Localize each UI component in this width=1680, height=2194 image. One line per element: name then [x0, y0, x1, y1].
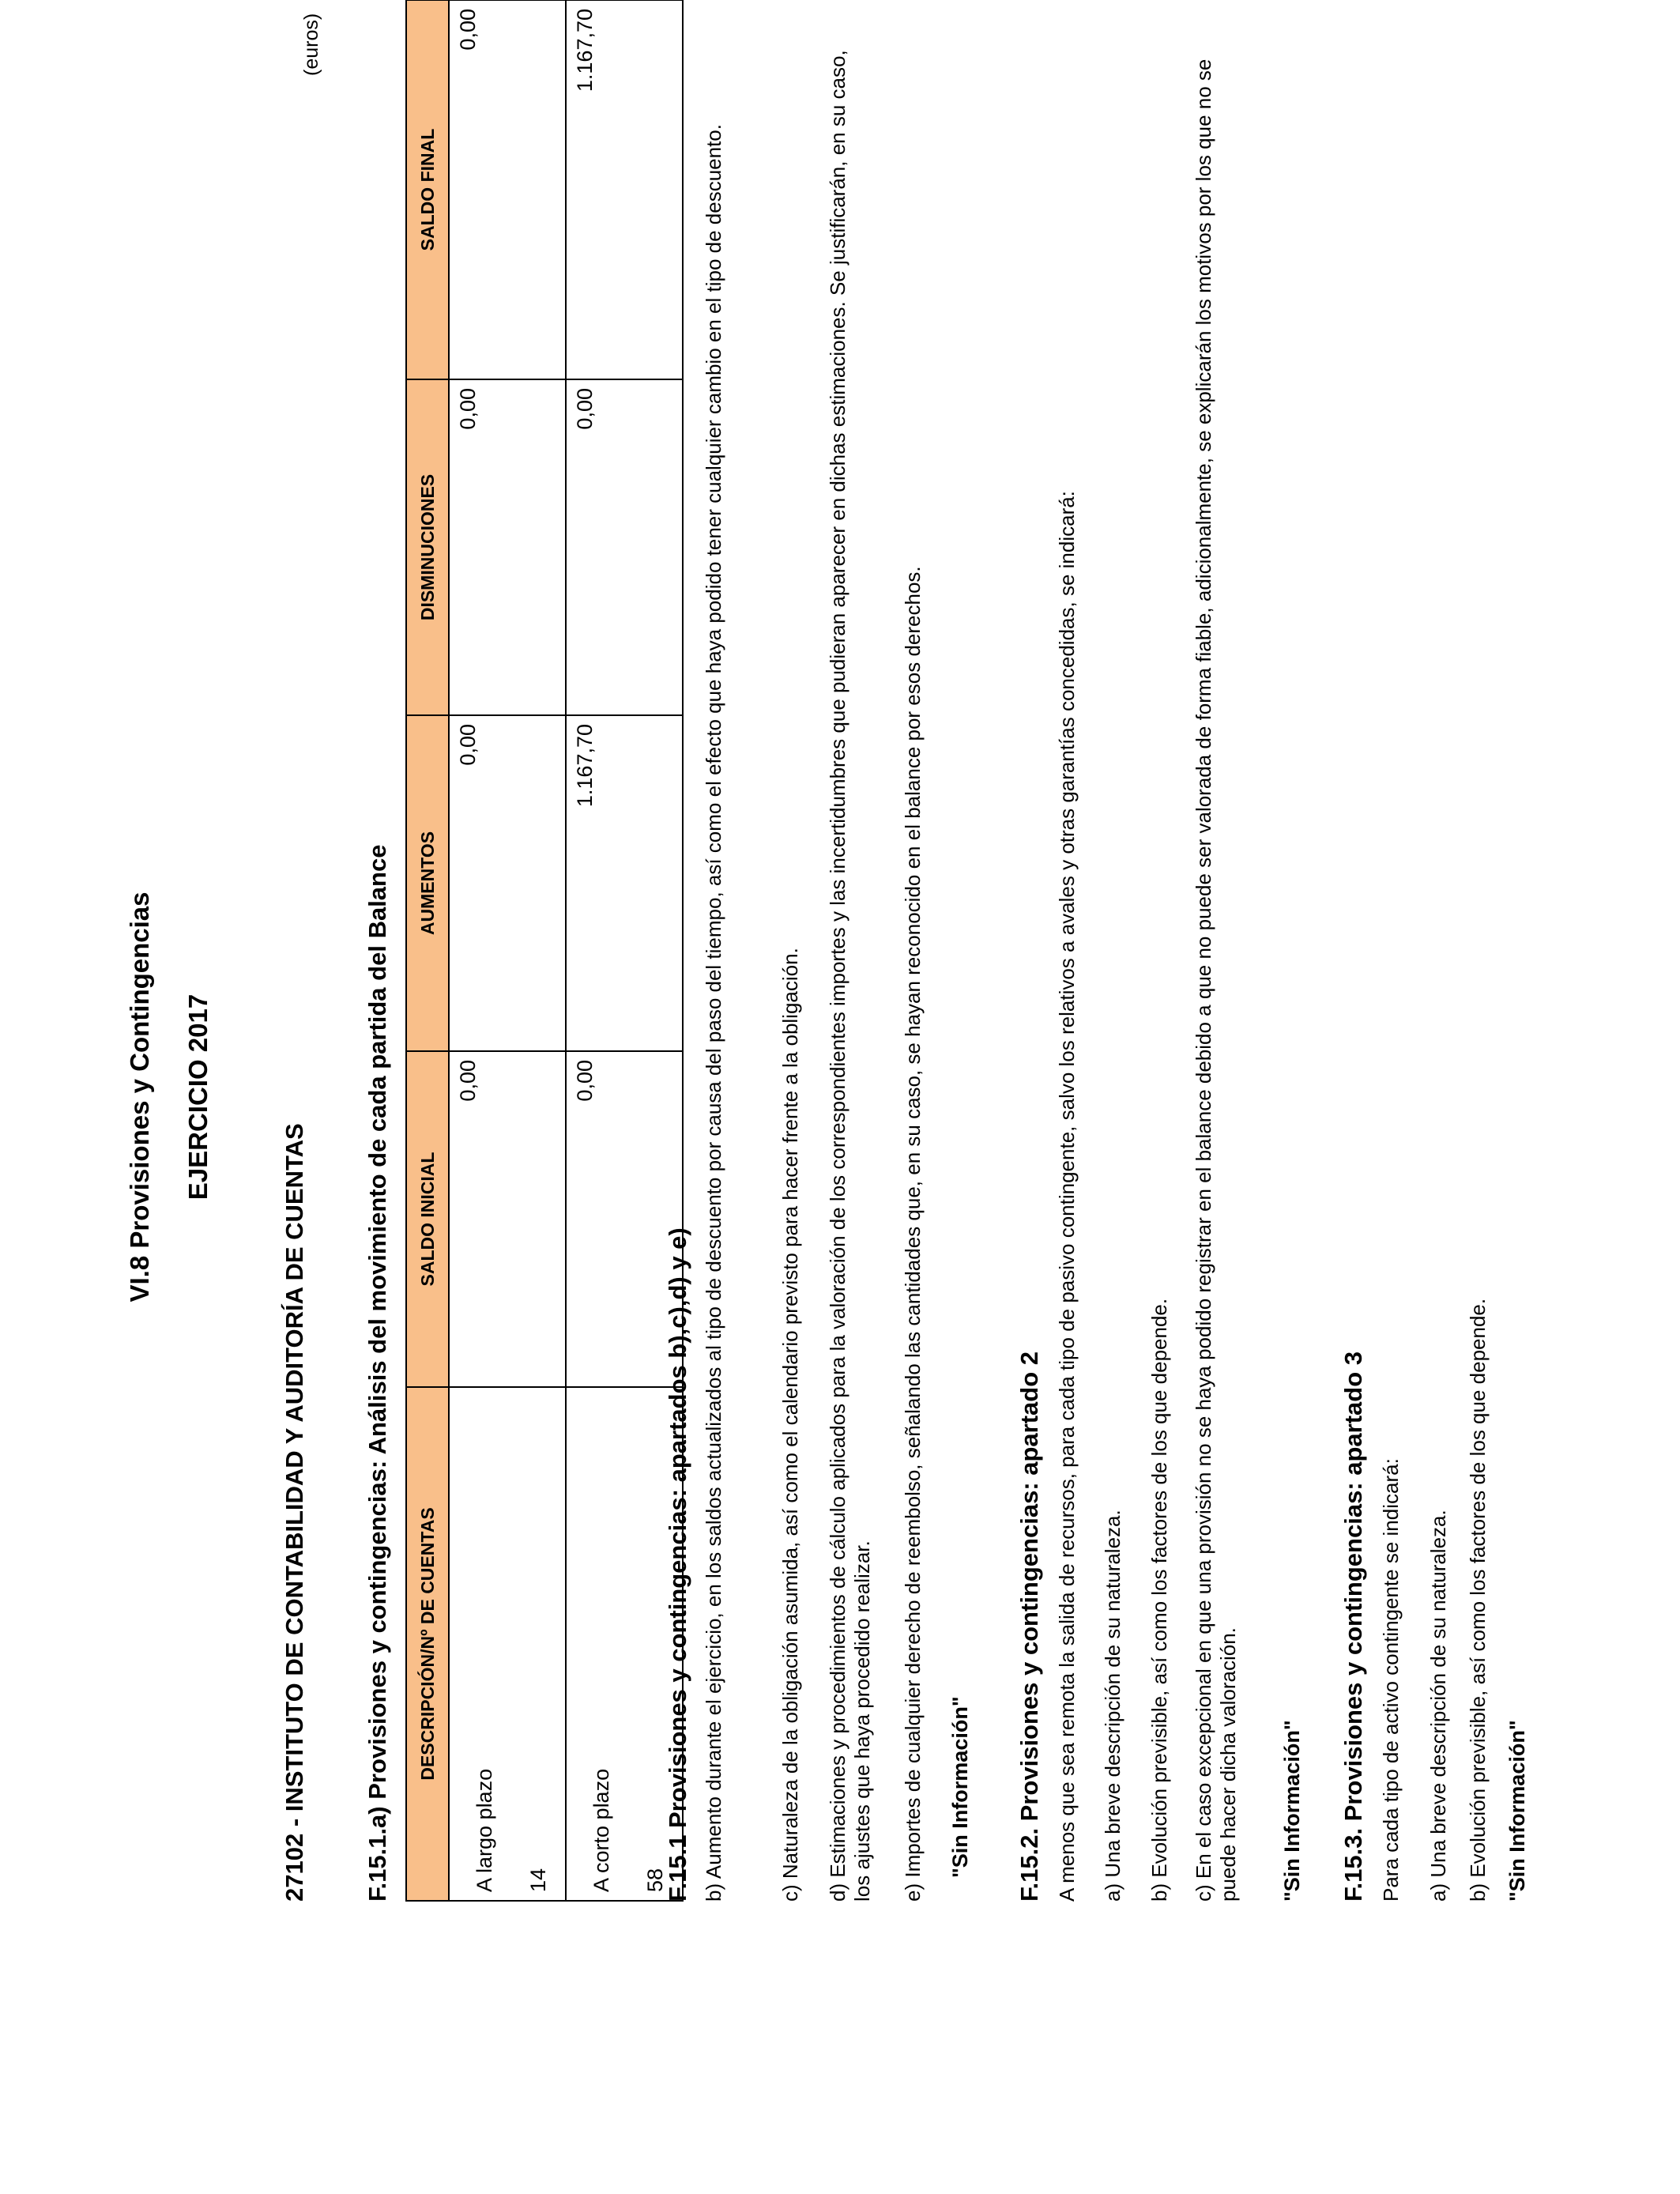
- paragraph-f1533-b: b) Evolución previsible, así como los factores de los que depende.: [1466, 1298, 1490, 1902]
- paragraph-f151-c: c) Naturaleza de la obligación asumida, así como el calendario previsto para hacer frente a la obligación.: [778, 948, 802, 1902]
- row-description: A corto plazo: [590, 1768, 613, 1892]
- cell-aumentos: 0,00: [449, 715, 566, 1051]
- row-account: 58: [643, 1868, 667, 1892]
- section-heading-f1511: F.15.1.a) Provisiones y contingencias: Análisis del movimiento de cada partida del Balance: [363, 844, 391, 1902]
- col-header-descripcion: DESCRIPCIÓN/Nº DE CUENTAS: [406, 1387, 449, 1901]
- paragraph-f1522-a: a) Una breve descripción de su naturaleza.: [1101, 1510, 1124, 1902]
- cell-saldo-final: 0,00: [449, 0, 566, 379]
- row-description-cell: [449, 1387, 566, 1901]
- table-header-row: [406, 0, 449, 1901]
- cell-disminuciones: 0,00: [449, 379, 566, 715]
- row-account: 14: [526, 1868, 550, 1892]
- sin-informacion-f1522: "Sin Información": [1280, 1720, 1304, 1902]
- page-title: VI.8 Provisiones y Contingencias: [125, 892, 154, 1302]
- cell-saldo-inicial: 0,00: [566, 1051, 683, 1387]
- col-header-saldo-final: SALDO FINAL: [406, 0, 449, 379]
- paragraph-f151-d: d) Estimaciones y procedimientos de cálculo aplicados para la valoración de los correspondientes importes y las incertidumbres que pudieran aparecer en dichas estimaciones. Se justificarán, en su caso, los ajustes que haya procedido realizar.: [826, 50, 874, 1902]
- paragraph-f1522-b: b) Evolución previsible, así como los factores de los que depende.: [1147, 1298, 1171, 1902]
- cell-disminuciones: 0,00: [566, 379, 683, 715]
- table-row: [449, 0, 566, 1901]
- cell-saldo-inicial: 0,00: [449, 1051, 566, 1387]
- section-heading-f1533: F.15.3. Provisiones y contingencias: apartado 3: [1339, 1351, 1367, 1902]
- movement-table: [405, 0, 684, 1902]
- institution-heading: 27102 - INSTITUTO DE CONTABILIDAD Y AUDITORÍA DE CUENTAS: [281, 1123, 308, 1902]
- paragraph-f1522-c: c) En el caso excepcional en que una provisión no se haya podido registrar en el balance debido a que no puede ser valorada de forma fiable, adicionalmente, se explicarán los motivos por los que no se puede hacer dicha valoración.: [1192, 58, 1240, 1902]
- row-description: A largo plazo: [473, 1768, 496, 1892]
- sin-informacion-f151: "Sin Información": [948, 1696, 972, 1878]
- col-header-aumentos: AUMENTOS: [406, 715, 449, 1051]
- paragraph-f151-b: b) Aumento durante el ejercicio, en los saldos actualizados al tipo de descuento por causa del paso del tiempo, así como el efecto que haya podido tener cualquier cambio en el tipo de descuento.: [702, 124, 725, 1902]
- page-subtitle: EJERCICIO 2017: [183, 993, 213, 1201]
- col-header-disminuciones: DISMINUCIONES: [406, 379, 449, 715]
- paragraph-f1533-intro: Para cada tipo de activo contingente se indicará:: [1379, 1458, 1403, 1902]
- paragraph-f1533-a: a) Una breve descripción de su naturaleza.: [1426, 1510, 1450, 1902]
- sin-informacion-f1533: "Sin Información": [1505, 1720, 1529, 1902]
- paragraph-f151-e: e) Importes de cualquier derecho de reembolso, señalando las cantidades que, en su caso, se hayan reconocido en el balance por esos derechos.: [901, 566, 925, 1902]
- section-heading-f1522: F.15.2. Provisiones y contingencias: apartado 2: [1015, 1351, 1043, 1902]
- cell-aumentos: 1.167,70: [566, 715, 683, 1051]
- section-heading-f151: F.15.1 Provisiones y contingencias: apartados b),c),d) y e): [664, 1227, 691, 1902]
- currency-note: (euros): [300, 13, 322, 76]
- paragraph-f1522-intro: A menos que sea remota la salida de recursos, para cada tipo de pasivo contingente, salvo los relativos a avales y otras garantías concedidas, se indicará:: [1055, 491, 1079, 1902]
- cell-saldo-final: 1.167,70: [566, 0, 683, 379]
- col-header-saldo-inicial: SALDO INICIAL: [406, 1051, 449, 1387]
